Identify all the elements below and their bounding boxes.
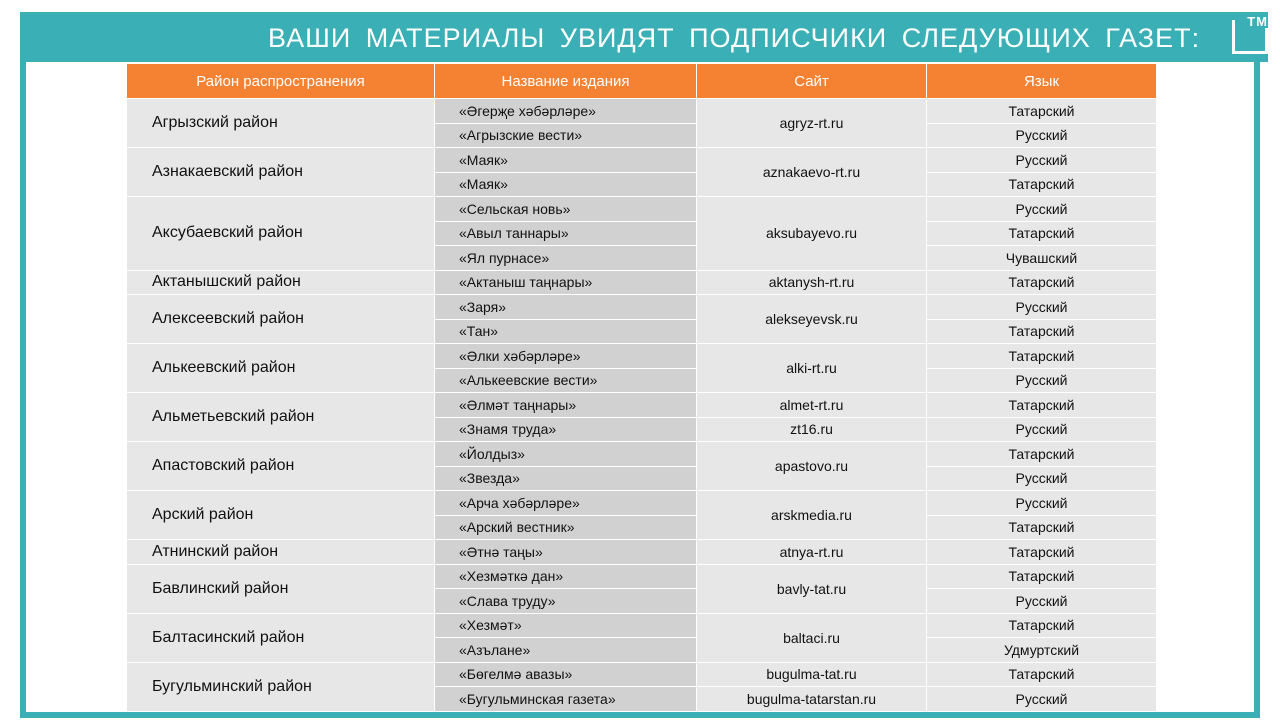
- frame-left-border: [20, 62, 26, 718]
- language-cell: Татарский: [927, 564, 1157, 589]
- table-row: [127, 148, 1157, 173]
- column-header-site: Сайт: [697, 64, 927, 99]
- publication-cell: «Актаныш таңнары»: [435, 270, 697, 295]
- language-cell: Русский: [927, 687, 1157, 712]
- language-cell: Русский: [927, 417, 1157, 442]
- table-row: [127, 270, 1157, 295]
- publication-cell: «Знамя труда»: [435, 417, 697, 442]
- language-cell: Татарский: [927, 344, 1157, 369]
- column-header-district: Район распространения: [127, 64, 435, 99]
- table-row: [127, 344, 1157, 369]
- language-cell: Русский: [927, 148, 1157, 173]
- district-cell: Атнинский район: [127, 540, 435, 565]
- language-cell: Русский: [927, 123, 1157, 148]
- language-cell: Татарский: [927, 515, 1157, 540]
- table-row: [127, 491, 1157, 516]
- table-row: [127, 197, 1157, 222]
- language-cell: Русский: [927, 466, 1157, 491]
- publication-cell: «Әгерҗе хәбәрләре»: [435, 99, 697, 124]
- publication-cell: «Маяк»: [435, 172, 697, 197]
- title-banner: [20, 12, 1268, 62]
- publication-cell: «Бөгелмә авазы»: [435, 662, 697, 687]
- language-cell: Татарский: [927, 442, 1157, 467]
- table-row: [127, 540, 1157, 565]
- language-cell: Татарский: [927, 99, 1157, 124]
- publication-cell: «Әтнә таңы»: [435, 540, 697, 565]
- language-cell: Русский: [927, 368, 1157, 393]
- language-cell: Татарский: [927, 662, 1157, 687]
- district-cell: Алькеевский район: [127, 344, 435, 393]
- page-title: ВАШИ МАТЕРИАЛЫ УВИДЯТ ПОДПИСЧИКИ СЛЕДУЮЩИХ ГАЗЕТ:: [268, 23, 1201, 53]
- site-cell: alekseyevsk.ru: [697, 295, 927, 344]
- site-cell: atnya-rt.ru: [697, 540, 927, 565]
- publication-cell: «Агрызские вести»: [435, 123, 697, 148]
- publication-cell: «Слава труду»: [435, 589, 697, 614]
- site-cell: aktanysh-rt.ru: [697, 270, 927, 295]
- publication-cell: «Маяк»: [435, 148, 697, 173]
- site-cell: almet-rt.ru: [697, 393, 927, 418]
- publication-cell: «Хезмәт»: [435, 613, 697, 638]
- site-cell: bavly-tat.ru: [697, 564, 927, 613]
- language-cell: Татарский: [927, 540, 1157, 565]
- publication-cell: «Звезда»: [435, 466, 697, 491]
- district-cell: Актанышский район: [127, 270, 435, 295]
- publication-cell: «Алькеевские вести»: [435, 368, 697, 393]
- publication-cell: «Арский вестник»: [435, 515, 697, 540]
- logo-icon: [1232, 14, 1268, 54]
- publication-cell: «Хезмәткә дан»: [435, 564, 697, 589]
- publication-cell: «Әлки хәбәрләре»: [435, 344, 697, 369]
- site-cell: apastovo.ru: [697, 442, 927, 491]
- district-cell: Бавлинский район: [127, 564, 435, 613]
- district-cell: Азнакаевский район: [127, 148, 435, 197]
- frame-right-border: [1254, 62, 1260, 718]
- publication-cell: «Азълане»: [435, 638, 697, 663]
- language-cell: Татарский: [927, 270, 1157, 295]
- site-cell: arskmedia.ru: [697, 491, 927, 540]
- publication-cell: «Заря»: [435, 295, 697, 320]
- language-cell: Чувашский: [927, 246, 1157, 271]
- site-cell: bugulma-tatarstan.ru: [697, 687, 927, 712]
- language-cell: Русский: [927, 295, 1157, 320]
- district-cell: Балтасинский район: [127, 613, 435, 662]
- publication-cell: «Сельская новь»: [435, 197, 697, 222]
- frame-bottom-border: [20, 712, 1260, 718]
- language-cell: Татарский: [927, 319, 1157, 344]
- district-cell: Аксубаевский район: [127, 197, 435, 271]
- newspapers-table: [126, 63, 1157, 712]
- publication-cell: «Әлмәт таңнары»: [435, 393, 697, 418]
- publication-cell: «Бугульминская газета»: [435, 687, 697, 712]
- language-cell: Удмуртский: [927, 638, 1157, 663]
- language-cell: Татарский: [927, 613, 1157, 638]
- table-row: [127, 393, 1157, 418]
- column-header-publication: Название издания: [435, 64, 697, 99]
- publication-cell: «Тан»: [435, 319, 697, 344]
- language-cell: Татарский: [927, 393, 1157, 418]
- district-cell: Алексеевский район: [127, 295, 435, 344]
- language-cell: Татарский: [927, 221, 1157, 246]
- publication-cell: «Авыл таннары»: [435, 221, 697, 246]
- table-row: [127, 442, 1157, 467]
- table-row: [127, 613, 1157, 638]
- language-cell: Татарский: [927, 172, 1157, 197]
- logo-tm-text: TM: [1244, 15, 1268, 28]
- site-cell: aksubayevo.ru: [697, 197, 927, 271]
- district-cell: Бугульминский район: [127, 662, 435, 711]
- site-cell: agryz-rt.ru: [697, 99, 927, 148]
- language-cell: Русский: [927, 491, 1157, 516]
- table-body: [127, 99, 1157, 712]
- table-row: [127, 662, 1157, 687]
- publication-cell: «Арча хәбәрләре»: [435, 491, 697, 516]
- site-cell: aznakaevo-rt.ru: [697, 148, 927, 197]
- table-header-row: [127, 64, 1157, 99]
- column-header-language: Язык: [927, 64, 1157, 99]
- district-cell: Арский район: [127, 491, 435, 540]
- language-cell: Русский: [927, 589, 1157, 614]
- language-cell: Русский: [927, 197, 1157, 222]
- site-cell: alki-rt.ru: [697, 344, 927, 393]
- site-cell: bugulma-tat.ru: [697, 662, 927, 687]
- district-cell: Апастовский район: [127, 442, 435, 491]
- table-row: [127, 99, 1157, 124]
- district-cell: Агрызский район: [127, 99, 435, 148]
- site-cell: baltaci.ru: [697, 613, 927, 662]
- publication-cell: «Ял пурнасе»: [435, 246, 697, 271]
- table-row: [127, 564, 1157, 589]
- district-cell: Альметьевский район: [127, 393, 435, 442]
- publication-cell: «Йолдыз»: [435, 442, 697, 467]
- site-cell: zt16.ru: [697, 417, 927, 442]
- table-row: [127, 295, 1157, 320]
